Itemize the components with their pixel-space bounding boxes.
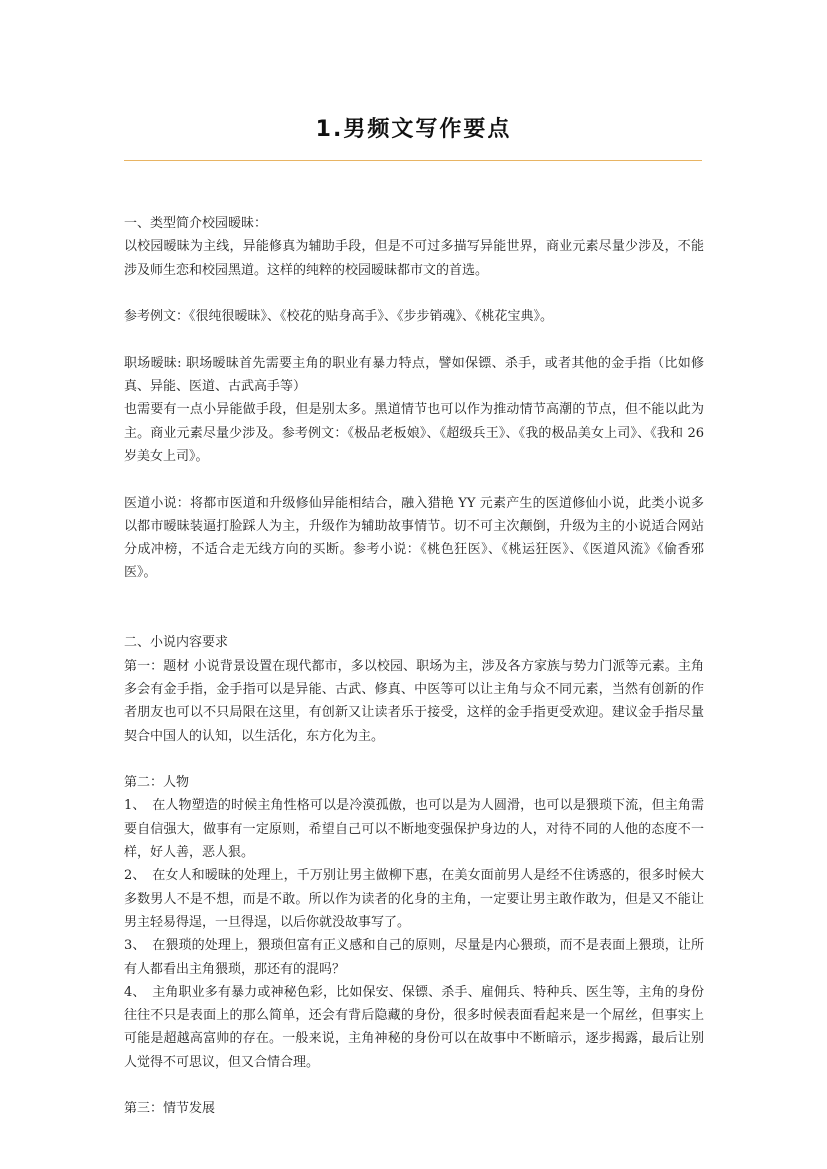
section-1-paragraph: 以校园暧昧为主线，异能修真为辅助手段，但是不可过多描写异能世界，商业元素尽量少涉及，不能涉及师生恋和校园黑道。这样的纯粹的校园暧昧都市文的首选。 [124, 239, 704, 278]
document-title: 1.男频文写作要点 [315, 117, 512, 142]
theme-paragraph: 第一：题材 小说背景设置在现代都市，多以校园、职场为主，涉及各方家族与势力门派等元素。主角多会有金手指，金手指可以是异能、古武、修真、中医等可以让主角与众不同元素，当然有创新的作者朋友也可以不只局限在这里，有创新又让读者乐于接受，这样的金手指更受欢迎。建议金手指尽量契合中国人的认知，以生活化，东方化为主。 [124, 658, 704, 744]
list-item: 4、 主角职业多有暴力或神秘色彩，比如保安、保镖、杀手、雇佣兵、特种兵、医生等，主角的身份往往不只是表面上的那么简单，还会有背后隐藏的身份，很多时候表面看起来是一个屌丝，但事实上可能是超越高富帅的存在。一般来说，主角神秘的身份可以在故事中不断暗示，逐步揭露，最后让别人觉得不可思议，但又合情合理。 [124, 984, 704, 1070]
section-1-heading: 一、类型简介校园暧昧： [124, 216, 268, 231]
section-2-heading: 二、小说内容要求 [124, 635, 229, 651]
workplace-paragraph: 职场暧昧: 职场暧昧首先需要主角的职业有暴力特点，譬如保镖、杀手，或者其他的金手指（比如修真、异能、医道、古武高手等） [124, 355, 704, 395]
title-divider [124, 160, 702, 161]
workplace-paragraph-cont: 也需要有一点小异能做手段，但是别太多。黑道情节也可以作为推动情节高潮的节点，但不能以此为主。商业元素尽量少涉及。参考例文：《极品老板娘》、《超级兵王》、《我的极品美女上司》、《我和 26 岁美女上司》。 [124, 402, 704, 464]
document-body [124, 212, 704, 1121]
medical-paragraph: 医道小说：将都市医道和升级修仙异能相结合，融入猎艳 YY 元素产生的医道修仙小说，此类小说多以都市暧昧装逼打脸踩人为主，升级作为辅助故事情节。切不可主次颠倒，升级为主的小说适合网站分成冲榜，不适合走无线方向的买断。参考小说：《桃色狂医》、《桃运狂医》、《医道风流》《偷香邪医》。 [124, 495, 704, 581]
plot-heading: 第三：情节发展 [124, 1101, 216, 1117]
characters-heading: 第二：人物 [124, 775, 190, 791]
reference-examples: 参考例文：《很纯很暧昧》、《校花的贴身高手》、《步步销魂》、《桃花宝典》。 [124, 309, 554, 325]
list-item: 1、 在人物塑造的时候主角性格可以是冷漠孤傲，也可以是为人圆滑，也可以是猥琐下流，但主角需要自信强大，做事有一定原则，希望自己可以不断地变强保护身边的人，对待不同的人他的态度不一样，好人善，恶人狠。 [124, 798, 704, 861]
list-item: 3、 在猥琐的处理上，猥琐但富有正义感和自己的原则，尽量是内心猥琐，而不是表面上猥琐，让所有人都看出主角猥琐，那还有的混吗？ [124, 938, 704, 977]
list-item: 2、 在女人和暧昧的处理上，千万别让男主做柳下惠，在美女面前男人是经不住诱惑的，很多时候大多数男人不是不想，而是不敢。所以作为读者的化身的主角，一定要让男主敢作敢为，但是又不能让男主轻易得逞，一旦得逞，以后你就没故事写了。 [124, 868, 704, 930]
